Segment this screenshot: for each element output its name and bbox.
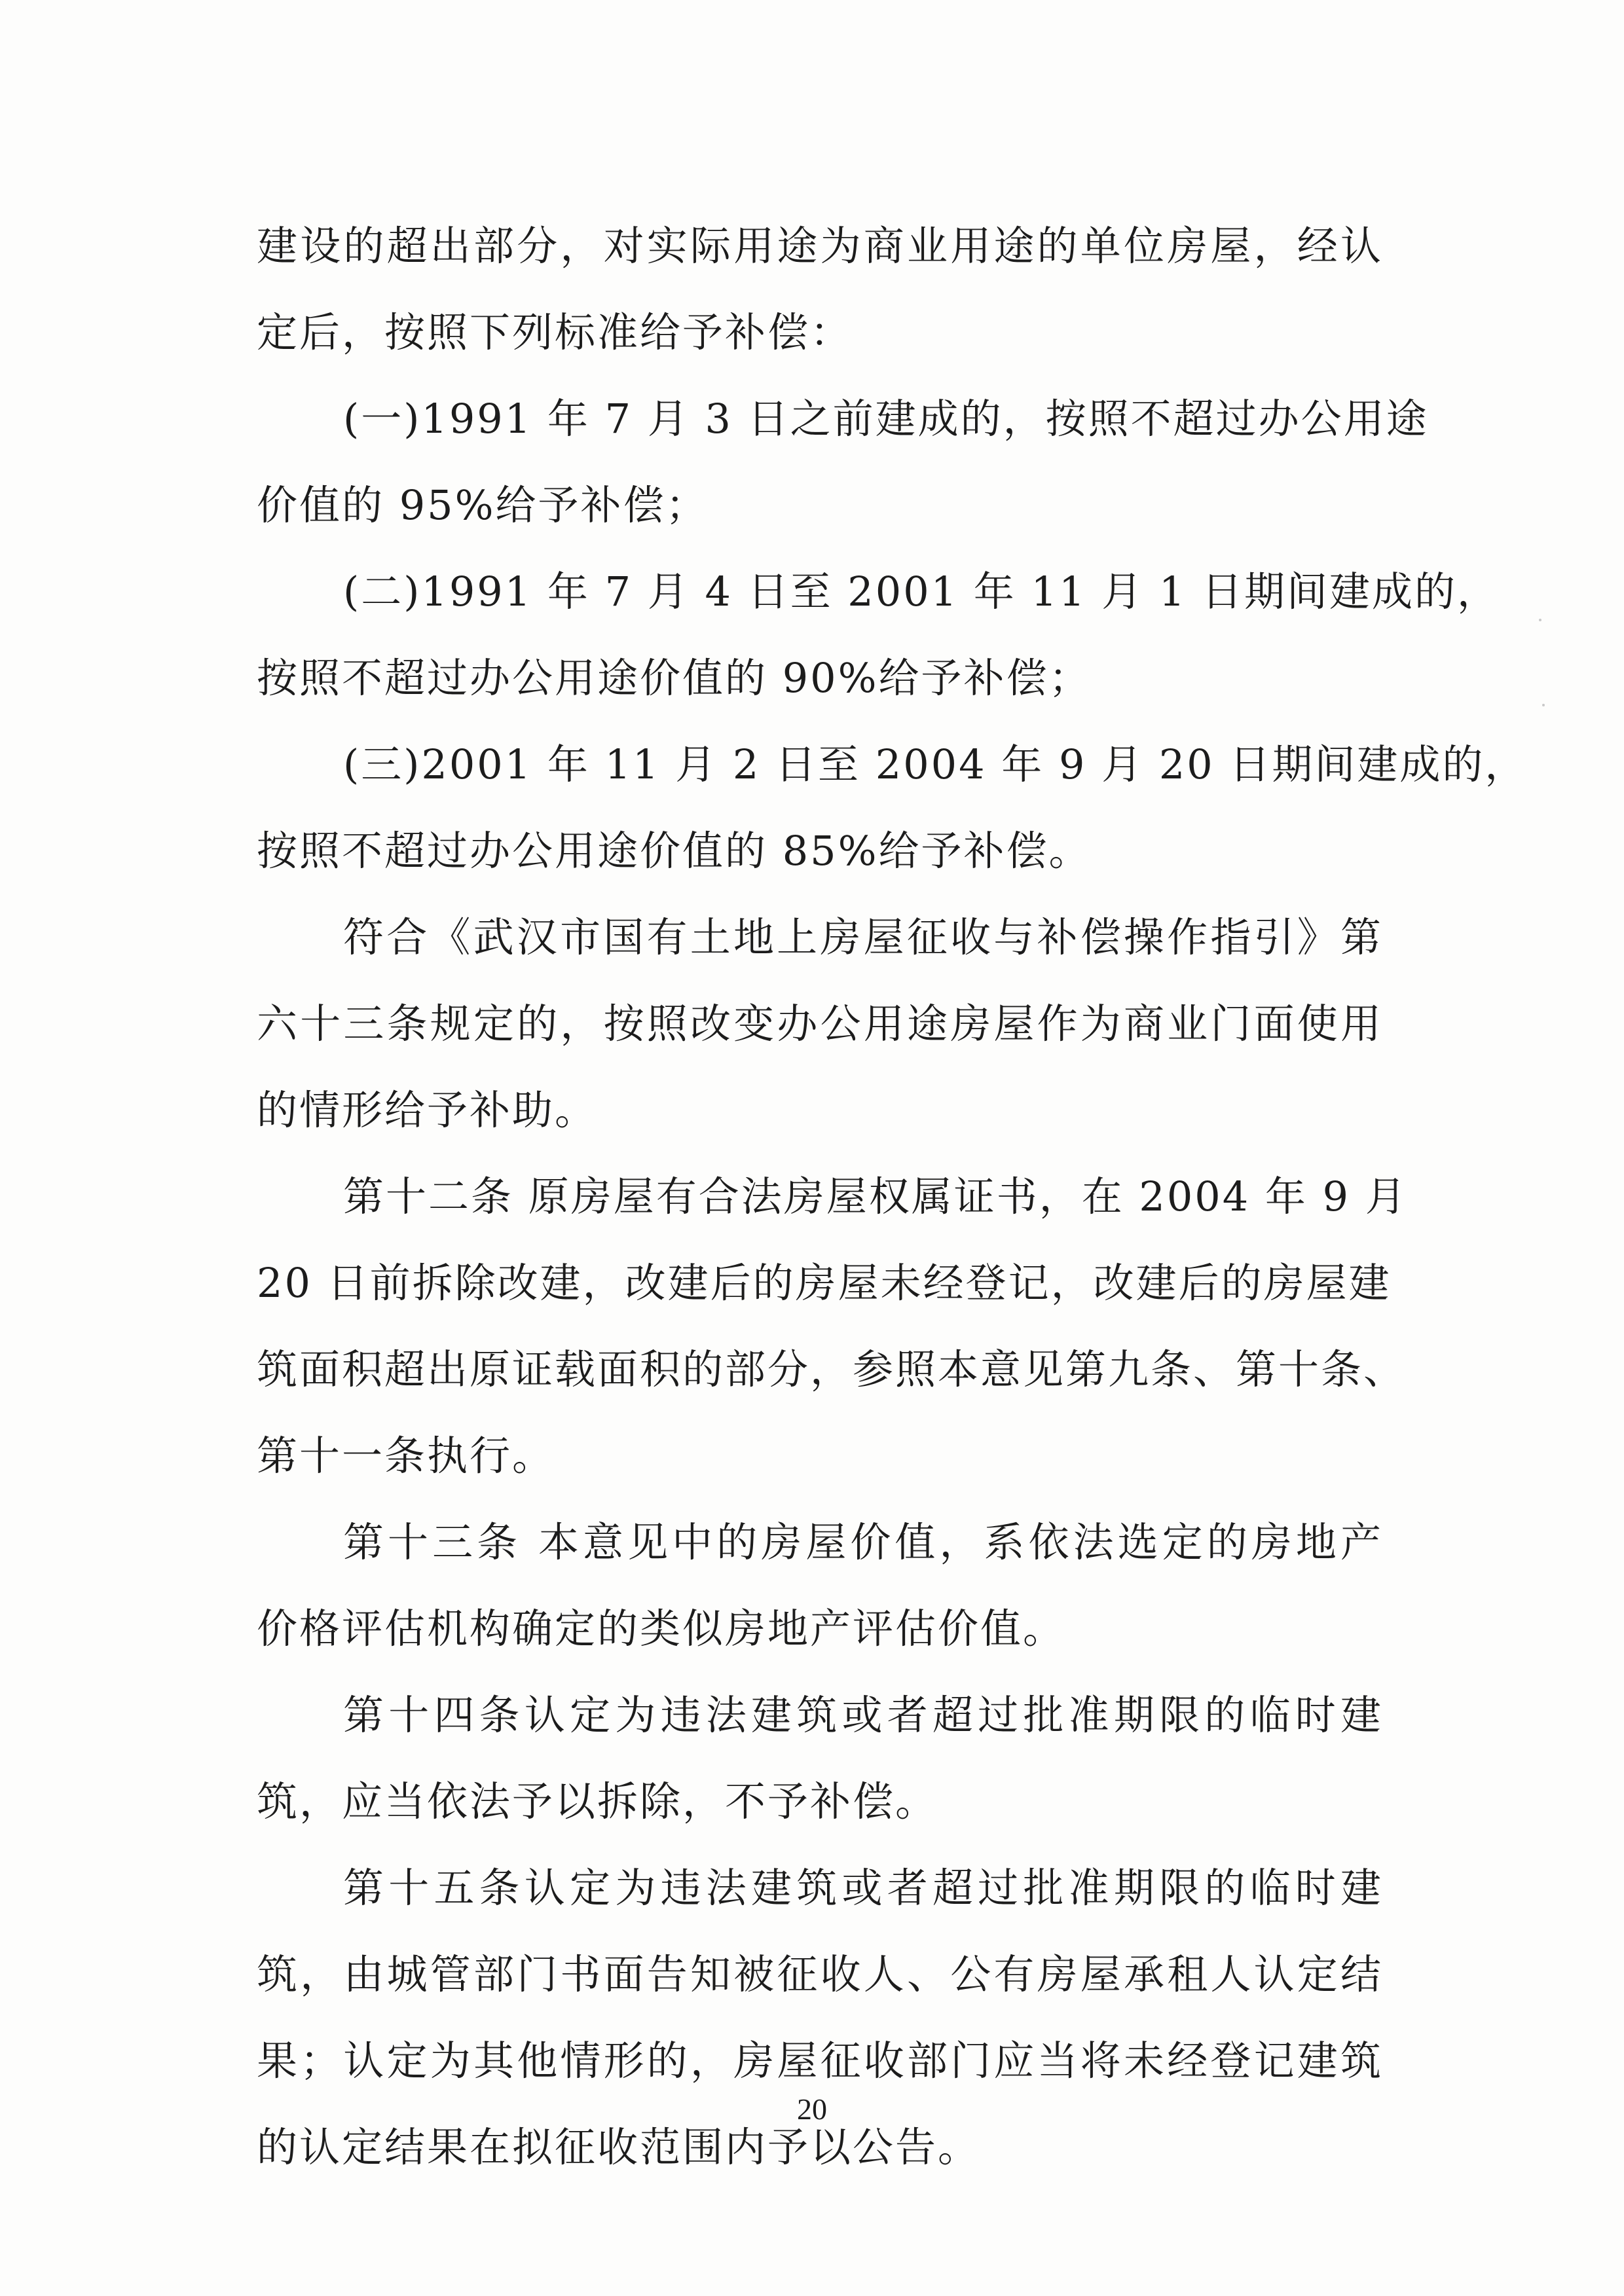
body-text [257, 203, 1528, 2191]
text-line: 20 日前拆除改建，改建后的房屋未经登记，改建后的房屋建 [257, 1259, 1392, 1307]
text-line: (三)2001 年 11 月 2 日至 2004 年 9 月 20 日期间建成的， [343, 740, 1528, 788]
paragraph-article-15 [257, 1845, 1383, 2191]
text-line: 第十一条执行。 [257, 1432, 555, 1480]
text-line: 建设的超出部分，对实际用途为商业用途的单位房屋，经认 [257, 222, 1383, 270]
text-line: 筑，由城管部门书面告知被征收人、公有房屋承租人认定结 [257, 1950, 1383, 1998]
paragraph-guideline [257, 894, 1383, 1154]
paragraph-article-13 [257, 1499, 1383, 1672]
text-line: 定后，按照下列标准给予补偿： [257, 308, 853, 356]
text-line: 价格评估机构确定的类似房地产评估价值。 [257, 1605, 1066, 1652]
paragraph-article-14 [257, 1672, 1383, 1845]
scan-speck [1539, 619, 1541, 621]
text-line: 果；认定为其他情形的，房屋征收部门应当将未经登记建筑 [257, 2037, 1383, 2085]
text-line: 符合《武汉市国有土地上房屋征收与补偿操作指引》第 [343, 913, 1383, 961]
paragraph-item-3 [257, 721, 1528, 894]
text-line: (一)1991 年 7 月 3 日之前建成的，按照不超过办公用途 [343, 395, 1429, 443]
text-line: 筑，应当依法予以拆除，不予补偿。 [257, 1777, 938, 1825]
paragraph-item-1 [257, 376, 1429, 549]
text-line: 的认定结果在拟征收范围内予以公告。 [257, 2123, 981, 2171]
text-line: 按照不超过办公用途价值的 90%给予补偿； [257, 654, 1092, 702]
text-line: 第十二条 原房屋有合法房屋权属证书，在 2004 年 9 月 [343, 1173, 1408, 1220]
text-line: 的情形给予补助。 [257, 1086, 598, 1134]
paragraph-article-12 [257, 1154, 1408, 1499]
text-line: 六十三条规定的，按照改变办公用途房屋作为商业门面使用 [257, 1000, 1383, 1048]
paragraph-continuation [257, 203, 1383, 376]
text-line: 第十四条认定为违法建筑或者超过批准期限的临时建 [343, 1691, 1383, 1739]
page-number: 20 [797, 2092, 827, 2126]
text-line: 价值的 95%给予补偿； [257, 481, 709, 529]
scan-speck [1542, 704, 1545, 706]
text-line: 筑面积超出原证载面积的部分，参照本意见第九条、第十条、 [257, 1345, 1407, 1393]
paragraph-item-2 [257, 549, 1500, 721]
text-line: 第十三条 本意见中的房屋价值，系依法选定的房地产 [343, 1518, 1383, 1566]
text-line: 按照不超过办公用途价值的 85%给予补偿。 [257, 827, 1092, 875]
text-line: (二)1991 年 7 月 4 日至 2001 年 11 月 1 日期间建成的， [343, 568, 1500, 615]
text-line: 第十五条认定为违法建筑或者超过批准期限的临时建 [343, 1864, 1383, 1912]
